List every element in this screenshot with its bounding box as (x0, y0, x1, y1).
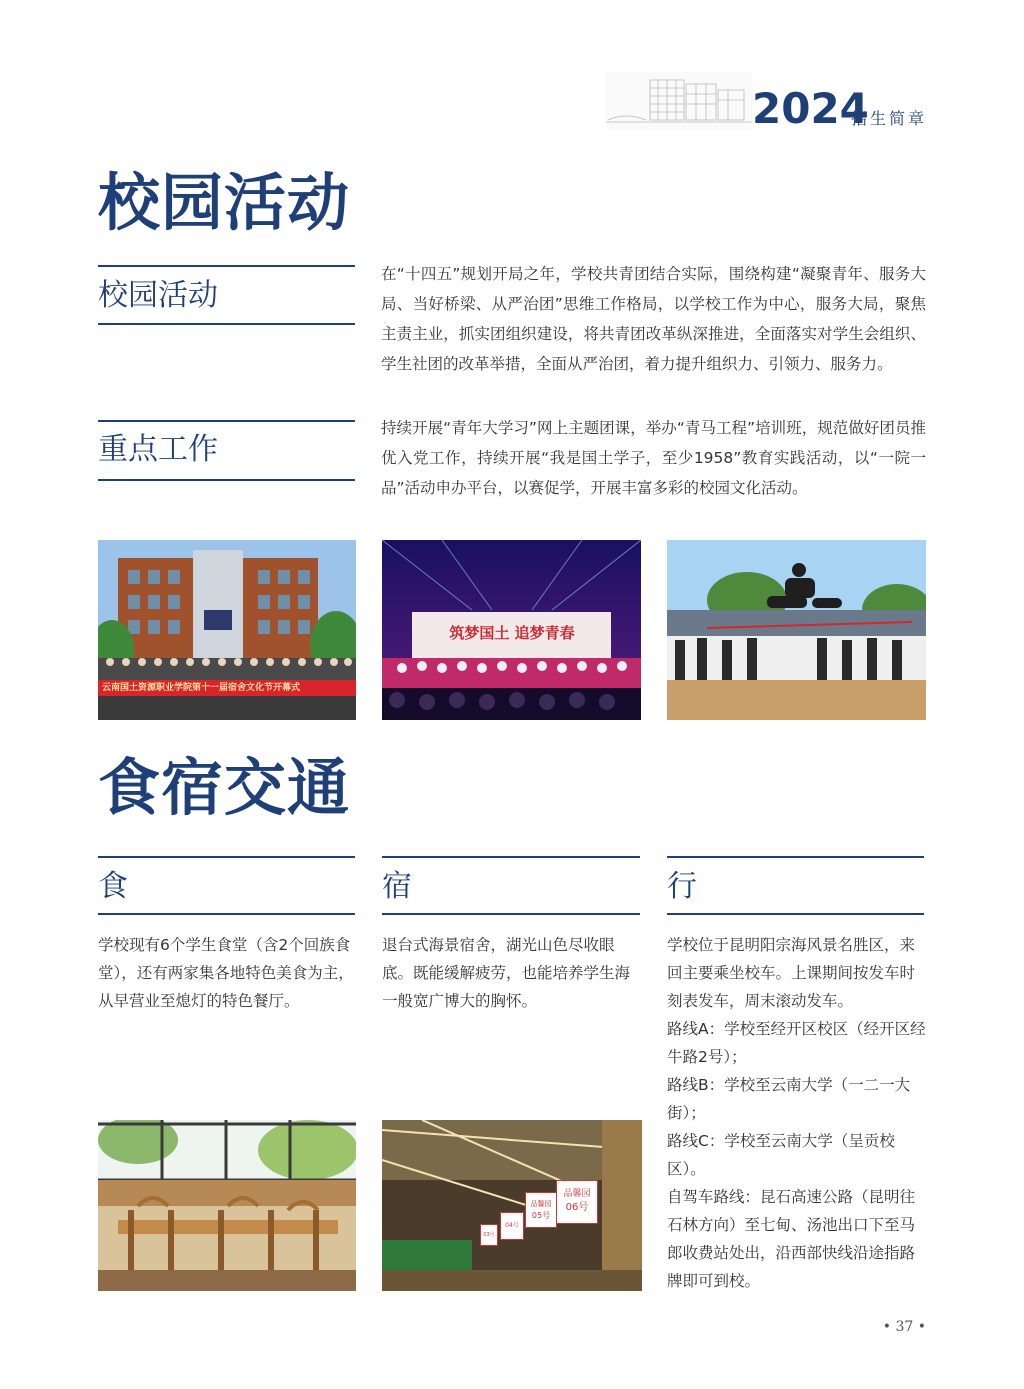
sign-06 (556, 1180, 598, 1224)
header-year: 2024 (752, 84, 869, 133)
sign-05 (525, 1192, 557, 1228)
sign-number: 06号 (565, 1202, 589, 1213)
key-work-text: 持续开展“青年大学习”网上主题团课，举办“青马工程”培训班，规范做好团员推优入党工作，持续开展“我是国土学子，至少1958”教育实践活动，以“一院一品”活动申办平台，以赛促学，开展丰富多彩的校园文化活动。 (381, 419, 926, 497)
living-section-title: 食宿交通 (98, 751, 351, 824)
transport-text (667, 931, 927, 1295)
dorm-text: 退台式海景宿舍，湖光山色尽收眼底。既能缓解疲劳，也能培养学生海一般宽广博大的胸怀。 (382, 936, 631, 1010)
transport-heading: 行 (667, 869, 697, 904)
stage-banner-text: 筑梦国土 追梦青春 (449, 624, 575, 642)
divider (98, 420, 355, 422)
food-court-photo (382, 1120, 642, 1291)
divider (98, 265, 355, 267)
sign-number: 05号 (531, 1211, 551, 1220)
divider (98, 479, 355, 481)
divider (98, 323, 355, 325)
header-building-sketch (606, 72, 752, 130)
divider (382, 913, 640, 915)
divider (98, 856, 355, 858)
page-number: • 37 • (882, 1319, 926, 1335)
campus-block-heading: 校园活动 (98, 278, 218, 313)
campus-block-text: 在“十四五”规划开局之年，学校共青团结合实际，围绕构建“凝聚青年、服务大局、当好桥梁、从严治团”思维工作格局，以学校工作为中心，服务大局，聚焦主责主业，抓实团组织建设，将共青团改革纵深推进，全面落实对学生会组织、学生社团的改革举措，全面从严治团，着力提升组织力、引领力、服务力。 (381, 265, 926, 373)
transport-intro: 学校位于昆明阳宗海风景名胜区，来回主要乘坐校车。上课期间按发车时刻表发车，周末滚动发车。 (667, 936, 916, 1010)
sign-03 (480, 1224, 498, 1246)
divider (98, 913, 355, 915)
divider (382, 856, 640, 858)
stage-performance-photo (382, 540, 641, 720)
header-subtitle: 招生简章 (851, 109, 928, 128)
driving-route: 自驾车路线：昆石高速公路（昆明往石林方向）至七甸、汤池出口下至马郎收费站处出，沿西部快线沿途指路牌即可到校。 (667, 1188, 916, 1290)
sign-brand: 品馨园 (563, 1189, 591, 1199)
route-c: 路线C：学校至云南大学（呈贡校区）。 (667, 1132, 895, 1178)
divider (667, 856, 924, 858)
route-a: 路线A：学校至经开区校区（经开区经牛路2号）； (667, 1020, 926, 1066)
cafeteria-photo (98, 1120, 356, 1291)
sign-04 (500, 1212, 524, 1240)
dorm-heading: 宿 (382, 869, 412, 904)
campus-section-title: 校园活动 (98, 166, 351, 239)
high-jump-photo (667, 540, 926, 720)
sign-number: 03号 (483, 1232, 495, 1238)
key-work-heading: 重点工作 (98, 432, 218, 467)
food-heading: 食 (98, 869, 128, 904)
food-text: 学校现有6个学生食堂（含2个回族食堂），还有两家集各地特色美食为主，从早营业至熄灯的特色餐厅。 (98, 936, 354, 1010)
sign-brand: 品馨园 (530, 1200, 552, 1208)
banner-text: 云南国土资源职业学院第十一届宿舍文化节开幕式 (102, 683, 301, 693)
sign-number: 04号 (505, 1222, 519, 1229)
divider (667, 913, 924, 915)
group-photo (98, 540, 356, 720)
route-b: 路线B：学校至云南大学（一二一大街）； (667, 1076, 911, 1122)
